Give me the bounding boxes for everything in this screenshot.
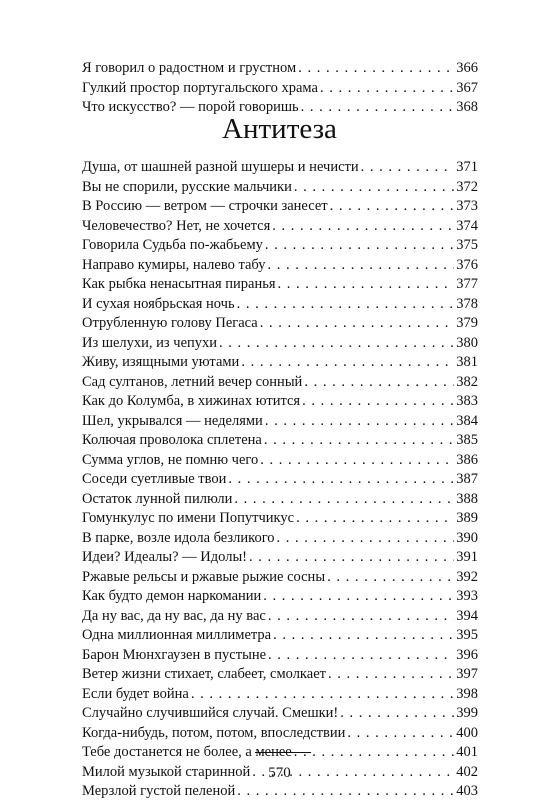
toc-entry-title: Я говорил о радостном и грустном	[82, 60, 297, 76]
toc-entry-page: 400	[456, 724, 478, 741]
toc-entry-title: Гомункулус по имени Попутчикус	[82, 510, 295, 526]
toc-entry-title: Одна миллионная миллиметра	[82, 627, 272, 643]
dot-leader	[264, 431, 454, 451]
toc-entry	[82, 548, 478, 568]
dot-leader	[272, 217, 454, 237]
dot-leader	[265, 236, 454, 256]
toc-entry	[82, 685, 478, 705]
toc-entry-title: И сухая ноябрьская ночь	[82, 295, 235, 312]
dot-leader	[228, 470, 454, 490]
dot-leader	[277, 529, 455, 549]
toc-entry-title: Случайно случившийся случай. Смешки!	[82, 705, 339, 721]
toc-entry	[82, 373, 478, 393]
toc-entry	[82, 665, 478, 685]
toc-entry-title: В парке, возле идола безликого	[82, 529, 275, 546]
dot-leader	[273, 626, 454, 646]
toc-entry-title: Говорила Судьба по-жабьему	[82, 237, 263, 253]
toc-entry	[82, 490, 478, 510]
dot-leader	[265, 412, 454, 432]
toc-entry-title: Как до Колумба, в хижинах ютится	[82, 393, 301, 409]
toc-entry-page: 388	[456, 490, 478, 507]
dot-leader	[328, 665, 454, 685]
dot-leader	[260, 314, 455, 334]
toc-entry	[82, 256, 478, 276]
toc-entry-page: 387	[456, 471, 478, 487]
toc-entry-page: 397	[456, 666, 478, 682]
dot-leader	[234, 490, 454, 510]
toc-entry-page: 371	[456, 159, 478, 175]
dot-leader	[268, 256, 455, 276]
dot-leader	[327, 568, 454, 588]
toc-entry-title: Остаток лунной пилюли	[82, 490, 233, 507]
dot-leader	[277, 275, 454, 295]
toc-entry-title: Если будет война	[82, 685, 189, 702]
toc-entry-page: 381	[456, 354, 478, 370]
toc-entry-title: Шел, укрывался — неделями	[82, 412, 263, 429]
toc-entry-page: 380	[456, 334, 478, 351]
dot-leader	[268, 646, 454, 666]
toc-section-list	[82, 158, 478, 802]
toc-entry-page: 372	[456, 178, 478, 195]
toc-entry	[82, 59, 478, 79]
toc-entry	[82, 724, 478, 744]
toc-entry-title: Соседи суетливые твои	[82, 471, 227, 487]
toc-entry-page: 403	[456, 783, 478, 799]
toc-entry-page: 385	[456, 432, 478, 448]
toc-entry-title: Что искусство? — порой говоришь	[82, 99, 299, 115]
toc-entry	[82, 295, 478, 315]
toc-entry-page: 389	[456, 510, 478, 526]
dot-leader	[191, 685, 454, 705]
toc-entry-title: Душа, от шашней разной шушеры и нечисти	[82, 159, 359, 175]
toc-entry-page: 367	[456, 79, 478, 96]
toc-entry	[82, 236, 478, 256]
dot-leader	[241, 353, 454, 373]
toc-entry-page: 394	[456, 607, 478, 624]
dot-leader	[347, 724, 454, 744]
toc-entry	[82, 704, 478, 724]
toc-entry	[82, 275, 478, 295]
toc-entry	[82, 217, 478, 237]
toc-entry-title: Отрубленную голову Пегаса	[82, 315, 258, 331]
dot-leader	[298, 59, 454, 79]
toc-entry	[82, 646, 478, 666]
dot-leader	[237, 295, 455, 315]
toc-entry-title: Да ну вас, да ну вас, да ну вас	[82, 607, 266, 624]
toc-entry-page: 393	[456, 588, 478, 604]
toc-entry-page: 383	[456, 393, 478, 409]
toc-entry-page: 374	[456, 217, 478, 234]
toc-entry-page: 376	[456, 256, 478, 273]
toc-entry	[82, 782, 478, 802]
toc-entry-page: 401	[456, 744, 478, 760]
toc-entry-page: 398	[456, 685, 478, 702]
toc-entry-page: 386	[456, 451, 478, 468]
toc-entry-title: Живу, изящными уютами	[82, 354, 240, 370]
toc-top-list	[82, 59, 478, 118]
toc-entry-page: 399	[456, 705, 478, 721]
dot-leader	[320, 79, 454, 99]
toc-entry	[82, 392, 478, 412]
toc-entry-title: Сад султанов, летний вечер сонный	[82, 373, 303, 390]
toc-entry-page: 395	[456, 627, 478, 643]
dot-leader	[268, 607, 454, 627]
toc-entry-title: Мерзлой густой пеленой	[82, 783, 236, 799]
toc-entry-title: Ржавые рельсы и ржавые рыжие сосны	[82, 568, 326, 585]
toc-entry	[82, 470, 478, 490]
footer-rule	[255, 752, 311, 753]
toc-entry-title: Барон Мюнхгаузен в пустыне	[82, 646, 267, 663]
toc-entry-page: 368	[456, 99, 478, 115]
dot-leader	[260, 451, 454, 471]
dot-leader	[249, 548, 454, 568]
toc-entry	[82, 451, 478, 471]
dot-leader	[340, 704, 454, 724]
toc-entry-title: Направо кумиры, налево табу	[82, 256, 266, 273]
toc-entry-title: Человечество? Нет, не хочется	[82, 217, 271, 234]
dot-leader	[302, 392, 454, 412]
toc-entry-title: Идеи? Идеалы? — Идолы!	[82, 549, 248, 565]
dot-leader	[263, 587, 454, 607]
toc-entry	[82, 626, 478, 646]
dot-leader	[294, 178, 454, 198]
toc-entry-page: 391	[456, 549, 478, 565]
toc-entry	[82, 197, 478, 217]
toc-entry	[82, 178, 478, 198]
toc-entry	[82, 587, 478, 607]
toc-entry-page: 396	[456, 646, 478, 663]
page-number: 570	[268, 765, 291, 781]
dot-leader	[296, 509, 454, 529]
dot-leader	[237, 782, 454, 802]
toc-entry	[82, 334, 478, 354]
dot-leader	[361, 158, 455, 178]
toc-entry-page: 392	[456, 568, 478, 585]
toc-entry-page: 390	[456, 529, 478, 546]
toc-entry	[82, 431, 478, 451]
toc-entry	[82, 79, 478, 99]
toc-entry	[82, 314, 478, 334]
toc-entry-page: 402	[456, 763, 478, 780]
toc-entry-page: 373	[456, 198, 478, 214]
section-heading: Антитеза	[222, 113, 337, 145]
toc-entry-page: 366	[456, 60, 478, 76]
toc-entry-page: 377	[456, 276, 478, 292]
toc-entry-title: Тебе достанется не более, а менее	[82, 744, 292, 760]
toc-entry	[82, 607, 478, 627]
toc-entry-title: Из шелухи, из чепухи	[82, 334, 218, 351]
toc-entry-page: 379	[456, 315, 478, 331]
toc-entry-title: Вы не спорили, русские мальчики	[82, 178, 292, 195]
toc-entry-title: Ветер жизни стихает, слабеет, смолкает	[82, 666, 326, 682]
toc-entry	[82, 568, 478, 588]
toc-entry-title: Сумма углов, не помню чего	[82, 451, 259, 468]
dot-leader	[304, 373, 454, 393]
toc-entry-page: 382	[456, 373, 478, 390]
toc-entry-title: Как рыбка ненасытная пиранья	[82, 276, 276, 292]
toc-entry-page: 378	[456, 295, 478, 312]
toc-entry-title: Гулкий простор португальского храма	[82, 79, 318, 96]
toc-entry	[82, 158, 478, 178]
dot-leader	[330, 197, 455, 217]
toc-entry-title: Как будто демон наркомании	[82, 588, 262, 604]
toc-entry	[82, 412, 478, 432]
toc-entry	[82, 529, 478, 549]
toc-entry	[82, 353, 478, 373]
toc-entry-title: В Россию — ветром — строчки занесет	[82, 198, 328, 214]
dot-leader	[219, 334, 454, 354]
toc-entry-page: 375	[456, 237, 478, 253]
toc-entry-page: 384	[456, 412, 478, 429]
toc-entry-title: Когда-нибудь, потом, потом, впоследствии	[82, 724, 346, 741]
dot-leader	[294, 743, 455, 763]
toc-entry-title: Колючая проволока сплетена	[82, 432, 262, 448]
toc-entry-title: Милой музыкой старинной	[82, 763, 251, 780]
toc-entry	[82, 509, 478, 529]
